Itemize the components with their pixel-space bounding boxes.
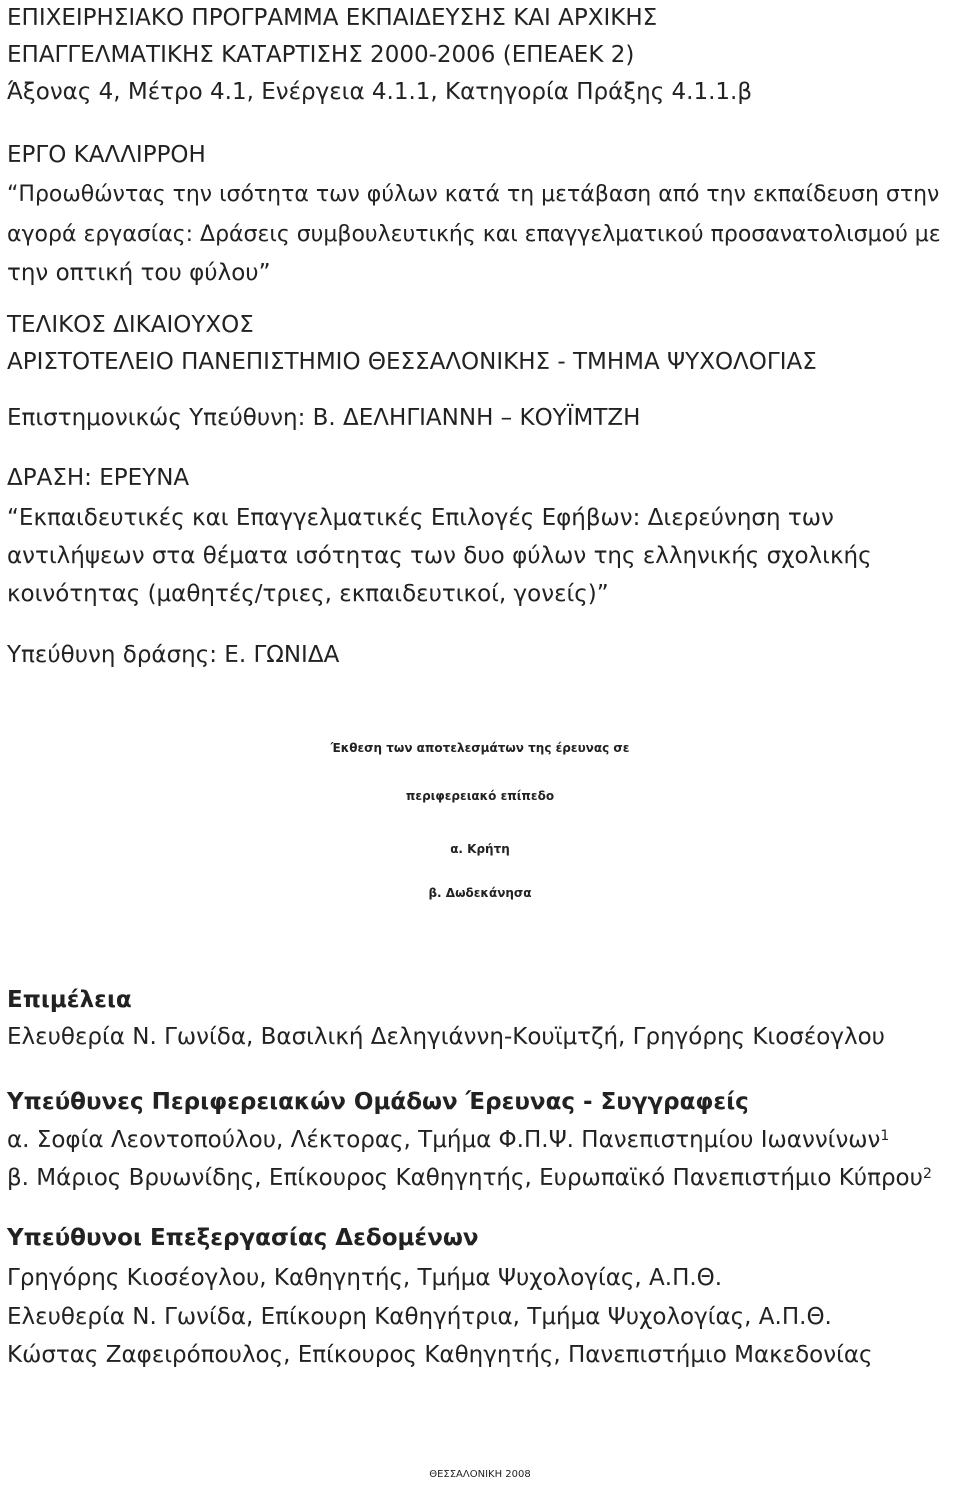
action-label: ΔΡΑΣΗ: ΕΡΕΥΝΑ (7, 465, 190, 491)
program-title-line-1: ΕΠΙΧΕΙΡΗΣΙΑΚΟ ΠΡΟΓΡΑΜΜΑ ΕΚΠΑΙΔΕΥΣΗΣ ΚΑΙ ΑΡΧΙΚΗΣ (7, 5, 658, 31)
scientific-supervisor (7, 403, 640, 433)
action-title-line-2: αντιλήψεων στα θέματα ισότητας των δυο φύλων της ελληνικής σχολικής (7, 543, 872, 569)
regional-lead-b-text: β. Μάριος Βρυωνίδης, Επίκουρος Καθηγητής, Ευρωπαϊκό Πανεπιστήμιο Κύπρου (7, 1165, 923, 1191)
project-description-line-2: αγορά εργασίας: Δράσεις συμβουλευτικής και επαγγελματικού προσανατολισμού με (7, 222, 941, 247)
data-processing-person-1: Γρηγόρης Κιοσέογλου, Καθηγητής, Τμήμα Ψυχολογίας, Α.Π.Θ. (7, 1265, 723, 1291)
data-processing-person-3: Κώστας Ζαφειρόπουλος, Επίκουρος Καθηγητής, Πανεπιστήμιο Μακεδονίας (7, 1342, 873, 1368)
beneficiary-label: ΤΕΛΙΚΟΣ ΔΙΚΑΙΟΥΧΟΣ (7, 312, 254, 338)
footnote-marker-2: 2 (922, 1166, 932, 1182)
action-responsible (7, 640, 339, 670)
regional-lead-a (7, 1125, 889, 1155)
project-name: ΕΡΓΟ ΚΑΛΛΙΡΡΟΗ (7, 142, 206, 168)
data-processing-person-2: Ελευθερία Ν. Γωνίδα, Επίκουρη Καθηγήτρια, Τμήμα Ψυχολογίας, Α.Π.Θ. (7, 1304, 832, 1330)
action-title-line-1: “Εκπαιδευτικές και Επαγγελματικές Επιλογές Εφήβων: Διερεύνηση των (7, 505, 834, 531)
action-responsible-name: Ε. ΓΩΝΙΔΑ (217, 642, 340, 668)
report-title-line-2: περιφερειακό επίπεδο (405, 789, 555, 803)
scientific-supervisor-label: Επιστημονικώς Υπεύθυνη: (7, 405, 306, 431)
regional-lead-b (7, 1163, 932, 1193)
project-description-line-1: “Προωθώντας την ισότητα των φύλων κατά τη μετάβαση από την εκπαίδευση στην (7, 182, 940, 207)
action-title-line-3: κοινότητας (μαθητές/τριες, εκπαιδευτικοί, γονείς)” (7, 581, 609, 607)
project-description-line-3: την οπτική του φύλου” (7, 260, 271, 286)
place-and-year: ΘΕΣΣΑΛΟΝΙΚΗ 2008 (429, 1469, 531, 1480)
report-region-b: β. Δωδεκάνησα (428, 886, 532, 900)
action-responsible-label: Υπεύθυνη δράσης: (7, 642, 217, 668)
regional-lead-a-text: α. Σοφία Λεοντοπούλου, Λέκτορας, Τμήμα Φ.Π.Ψ. Πανεπιστημίου Ιωαννίνων (7, 1127, 881, 1153)
editing-label: Επιμέλεια (7, 987, 132, 1013)
beneficiary-name: ΑΡΙΣΤΟΤΕΛΕΙΟ ΠΑΝΕΠΙΣΤΗΜΙΟ ΘΕΣΣΑΛΟΝΙΚΗΣ - ΤΜΗΜΑ ΨΥΧΟΛΟΓΙΑΣ (7, 349, 817, 375)
program-axis-line: Άξονας 4, Μέτρο 4.1, Ενέργεια 4.1.1, Κατηγορία Πράξης 4.1.1.β (7, 79, 753, 105)
editing-names: Ελευθερία Ν. Γωνίδα, Βασιλική Δεληγιάννη-Κουϊμτζή, Γρηγόρης Κιοσέογλου (7, 1024, 885, 1050)
scientific-supervisor-name: Β. ΔΕΛΗΓΙΑΝΝΗ – ΚΟΥΪΜΤΖΗ (305, 405, 641, 431)
regional-leads-label: Υπεύθυνες Περιφερειακών Ομάδων Έρευνας - Συγγραφείς (7, 1089, 749, 1115)
program-title-line-2: ΕΠΑΓΓΕΛΜΑΤΙΚΗΣ ΚΑΤΑΡΤΙΣΗΣ 2000-2006 (ΕΠΕΑΕΚ 2) (7, 42, 635, 68)
footnote-marker-1: 1 (880, 1128, 890, 1144)
report-title-line-1: Έκθεση των αποτελεσμάτων της έρευνας σε (330, 741, 630, 755)
data-processing-label: Υπεύθυνοι Επεξεργασίας Δεδομένων (7, 1225, 479, 1251)
report-region-a: α. Κρήτη (450, 842, 510, 856)
